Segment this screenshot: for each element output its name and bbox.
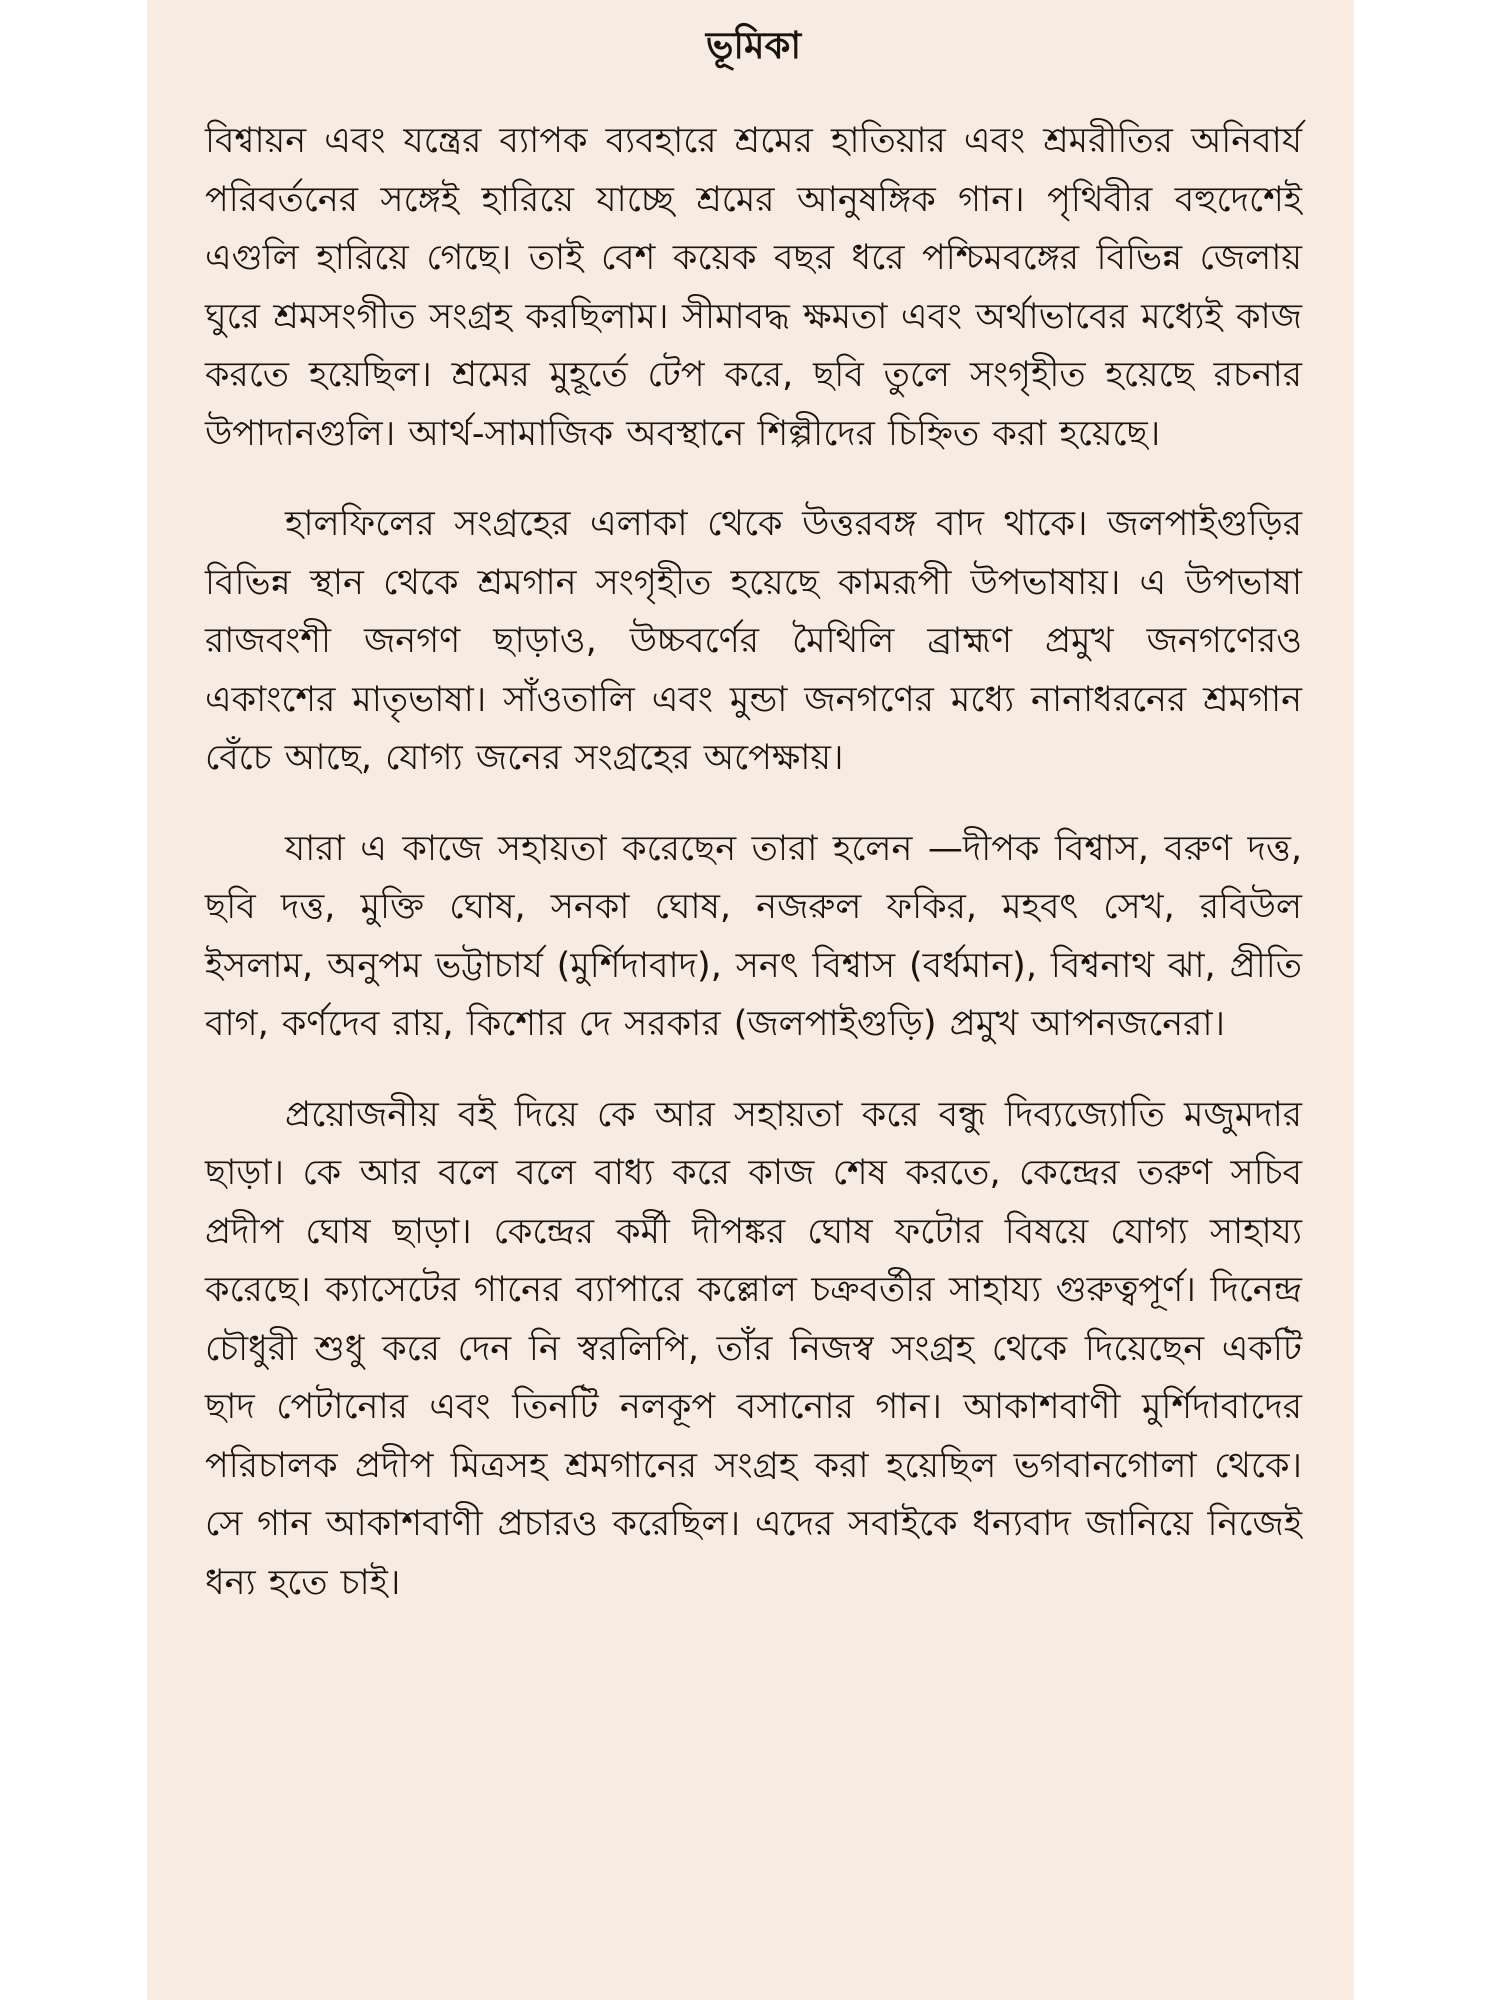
page-content <box>205 18 1302 1644</box>
paragraph-4 <box>205 1086 1302 1613</box>
paragraph-4-text: প্রয়োজনীয় বই দিয়ে কে আর সহায়তা করে বন্ধু দিব্যজ্যোতি মজুমদার ছাড়া। কে আর বলে বলে বাধ্য করে কাজ শেষ করতে, কেন্দ্রের তরুণ সচিব প্রদীপ ঘোষ ছাড়া। কেন্দ্রের কর্মী দীপঙ্কর ঘোষ ফটোর বিষয়ে যোগ্য সাহায্য করেছে। ক্যাসেটের গানের ব্যাপারে কল্লোল চক্রবর্তীর সাহায্য গুরুত্বপূর্ণ। দিনেন্দ্র চৌধুরী শুধু করে দেন নি স্বরলিপি, তাঁর নিজস্ব সংগ্রহ থেকে দিয়েছেন একটি ছাদ পেটানোর এবং তিনটি নলকূপ বসানোর গান। আকাশবাণী মুর্শিদাবাদের পরিচালক প্রদীপ মিত্রসহ শ্রমগানের সংগ্রহ করা হয়েছিল ভগবানগোলা থেকে। সে গান আকাশবাণী প্রচারও করেছিল। এদের সবাইকে ধন্যবাদ জানিয়ে নিজেই ধন্য হতে চাই। <box>205 1094 1302 1603</box>
paragraph-2 <box>205 495 1302 788</box>
paragraph-1: বিশ্বায়ন এবং যন্ত্রের ব্যাপক ব্যবহারে শ্রমের হাতিয়ার এবং শ্রমরীতির অনিবার্য পরিবর্তনের সঙ্গেই হারিয়ে যাচ্ছে শ্রমের আনুষঙ্গিক গান। পৃথিবীর বহুদেশেই এগুলি হারিয়ে গেছে। তাই বেশ কয়েক বছর ধরে পশ্চিমবঙ্গের বিভিন্ন জেলায় ঘুরে শ্রমসংগীত সংগ্রহ করছিলাম। সীমাবদ্ধ ক্ষমতা এবং অর্থাভাবের মধ্যেই কাজ করতে হয়েছিল। শ্রমের মুহূর্তে টেপ করে, ছবি তুলে সংগৃহীত হয়েছে রচনার উপাদানগুলি। আর্থ-সামাজিক অবস্থানে শিল্পীদের চিহ্নিত করা হয়েছে। <box>205 121 1303 454</box>
paragraph-2-text: হালফিলের সংগ্রহের এলাকা থেকে উত্তরবঙ্গ বাদ থাকে। জলপাইগুড়ির বিভিন্ন স্থান থেকে শ্রমগান সংগৃহীত হয়েছে কামরূপী উপভাষায়। এ উপভাষা রাজবংশী জনগণ ছাড়াও, উচ্চবর্ণের মৈথিলি ব্রাহ্মণ প্রমুখ জনগণেরও একাংশের মাতৃভাষা। সাঁওতালি এবং মুন্ডা জনগণের মধ্যে নানাধরনের শ্রমগান বেঁচে আছে, যোগ্য জনের সংগ্রহের অপেক্ষায়। <box>205 504 1302 778</box>
paragraph-3 <box>205 820 1302 1054</box>
page-title: ভূমিকা <box>705 24 802 67</box>
book-page <box>147 0 1354 2000</box>
paragraph-3-text: যারা এ কাজে সহায়তা করেছেন তারা হলেন —দীপক বিশ্বাস, বরুণ দত্ত, ছবি দত্ত, মুক্তি ঘোষ, সনকা ঘোষ, নজরুল ফকির, মহবৎ সেখ, রবিউল ইসলাম, অনুপম ভট্টাচার্য (মুর্শিদাবাদ), সনৎ বিশ্বাস (বর্ধমান), বিশ্বনাথ ঝা, প্রীতি বাগ, কর্ণদেব রায়, কিশোর দে সরকার (জলপাইগুড়ি) প্রমুখ আপনজনেরা। <box>205 828 1302 1044</box>
